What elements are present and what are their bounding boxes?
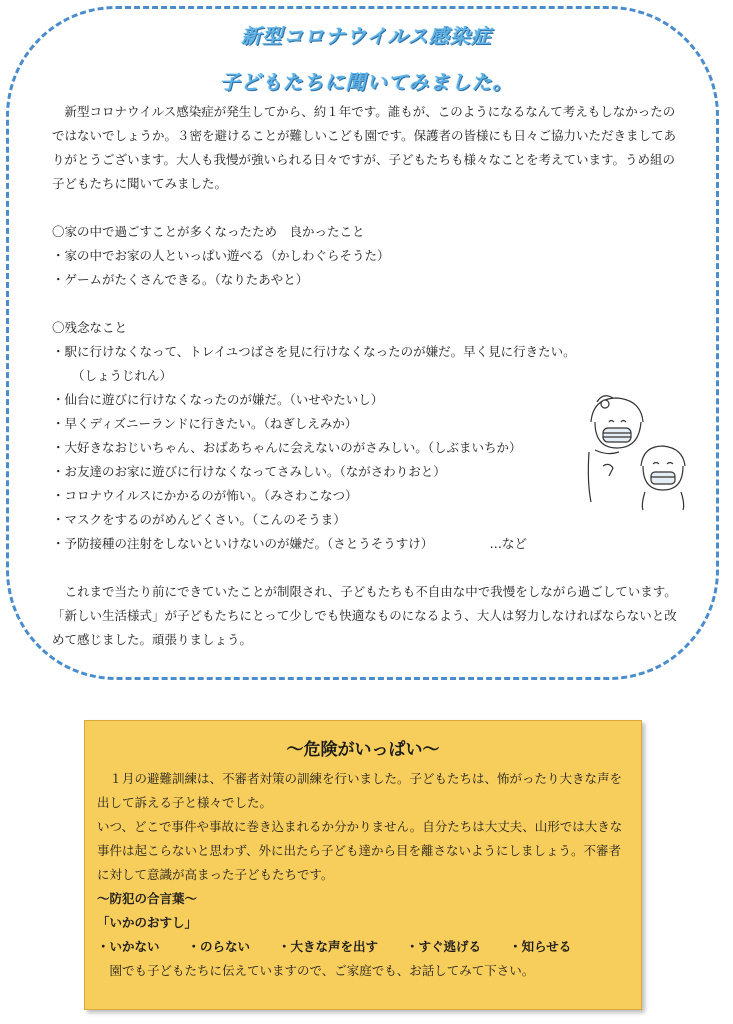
- article-title: 新型コロナウイルス感染症: [241, 24, 492, 48]
- article-body: [52, 100, 684, 652]
- motto-keyword: ・すぐ逃げる: [406, 939, 482, 954]
- danger-paragraph-2: いつ、どこで事件や事故に巻き込まれるか分かりません。自分たちは大丈夫、山形では大きな事件は起こらないと思わず、外に出たら子ども達から目を離さないようにしましょう。不審者に対して意識が高まった子どもたちです。: [97, 819, 623, 882]
- motto-keywords: [97, 935, 633, 959]
- motto-keyword: ・知らせる: [509, 939, 572, 954]
- masked-nurse-and-child-illustration: [583, 392, 693, 512]
- bad-item: ・マスクをするのがめんどくさい。（こんのそうま）: [52, 512, 346, 527]
- bad-item: ・早くディズニーランドに行きたい。（ねぎしえみか）: [52, 416, 358, 431]
- bad-item-name: （しょうじれん）: [72, 368, 173, 383]
- motto-heading: ～防犯の合言葉～: [97, 891, 198, 906]
- bad-item: ・予防接種の注射をしないといけないのが嫌だ。（さとうそうすけ） …など: [52, 536, 528, 551]
- bad-item: ・大好きなおじいちゃん、おばあちゃんに会えないのがさみしい。（しぶまいちか）: [52, 440, 522, 455]
- article-subtitle: 子どもたちに聞いてみました。: [219, 70, 514, 94]
- danger-title: ～危険がいっぱい～: [286, 740, 440, 760]
- good-item: ・家の中でお家の人といっぱい遊べる（かしわぐらそうた）: [52, 248, 390, 263]
- motto-keyword: ・いかない: [97, 939, 160, 954]
- danger-closing: 園でも子どもたちに伝えていますので、ご家庭でも、お話してみて下さい。: [109, 963, 535, 978]
- good-item: ・ゲームがたくさんできる。（なりたあやと）: [52, 272, 309, 287]
- closing-paragraph: これまで当たり前にできていたことが制限され、子どもたちも不自由な中で我慢をしながら過ごしています。「新しい生活様式」が子どもたちにとって少しでも快適なものになるよう、大人は努力しなければならないと改めて感じました。頑張りましょう。: [52, 584, 677, 647]
- bad-item: ・仙台に遊びに行けなくなったのが嫌だ。（いせやたいし）: [52, 392, 384, 407]
- danger-body: [97, 767, 633, 983]
- intro-paragraph: 新型コロナウイルス感染症が発生してから、約１年です。誰もが、このようになるなんて考えもしなかったのではないでしょうか。３密を避けることが難しいこども園です。保護者の皆様にも日々ご協力いただきましてありがとうございます。大人も我慢が強いられる日々ですが、子どもたちも様々なことを考えています。うめ組の子どもたちに聞いてみました。: [52, 104, 677, 191]
- bad-item: ・コロナウイルスにかかるのが怖い。（みさわこなつ）: [52, 488, 358, 503]
- motto: 「いかのおすし」: [97, 915, 198, 930]
- motto-keyword: ・のらない: [187, 939, 251, 954]
- bad-item: ・お友達のお家に遊びに行けなくなってさみしい。（ながさわりおと）: [52, 464, 446, 479]
- bad-item: ・駅に行けなくなって、トレイユつばさを見に行けなくなったのが嫌だ。早く見に行きたい。: [52, 344, 576, 359]
- danger-paragraph-1: １月の避難訓練は、不審者対策の訓練を行いました。子どもたちは、怖がったり大きな声を出して訴える子と様々でした。: [97, 771, 623, 810]
- bad-heading: 〇残念なこと: [52, 320, 128, 335]
- motto-keyword: ・大きな声を出す: [278, 939, 379, 954]
- danger-notice-box: [84, 720, 642, 1010]
- good-heading: 〇家の中で過ごすことが多くなったため 良かったこと: [52, 224, 365, 239]
